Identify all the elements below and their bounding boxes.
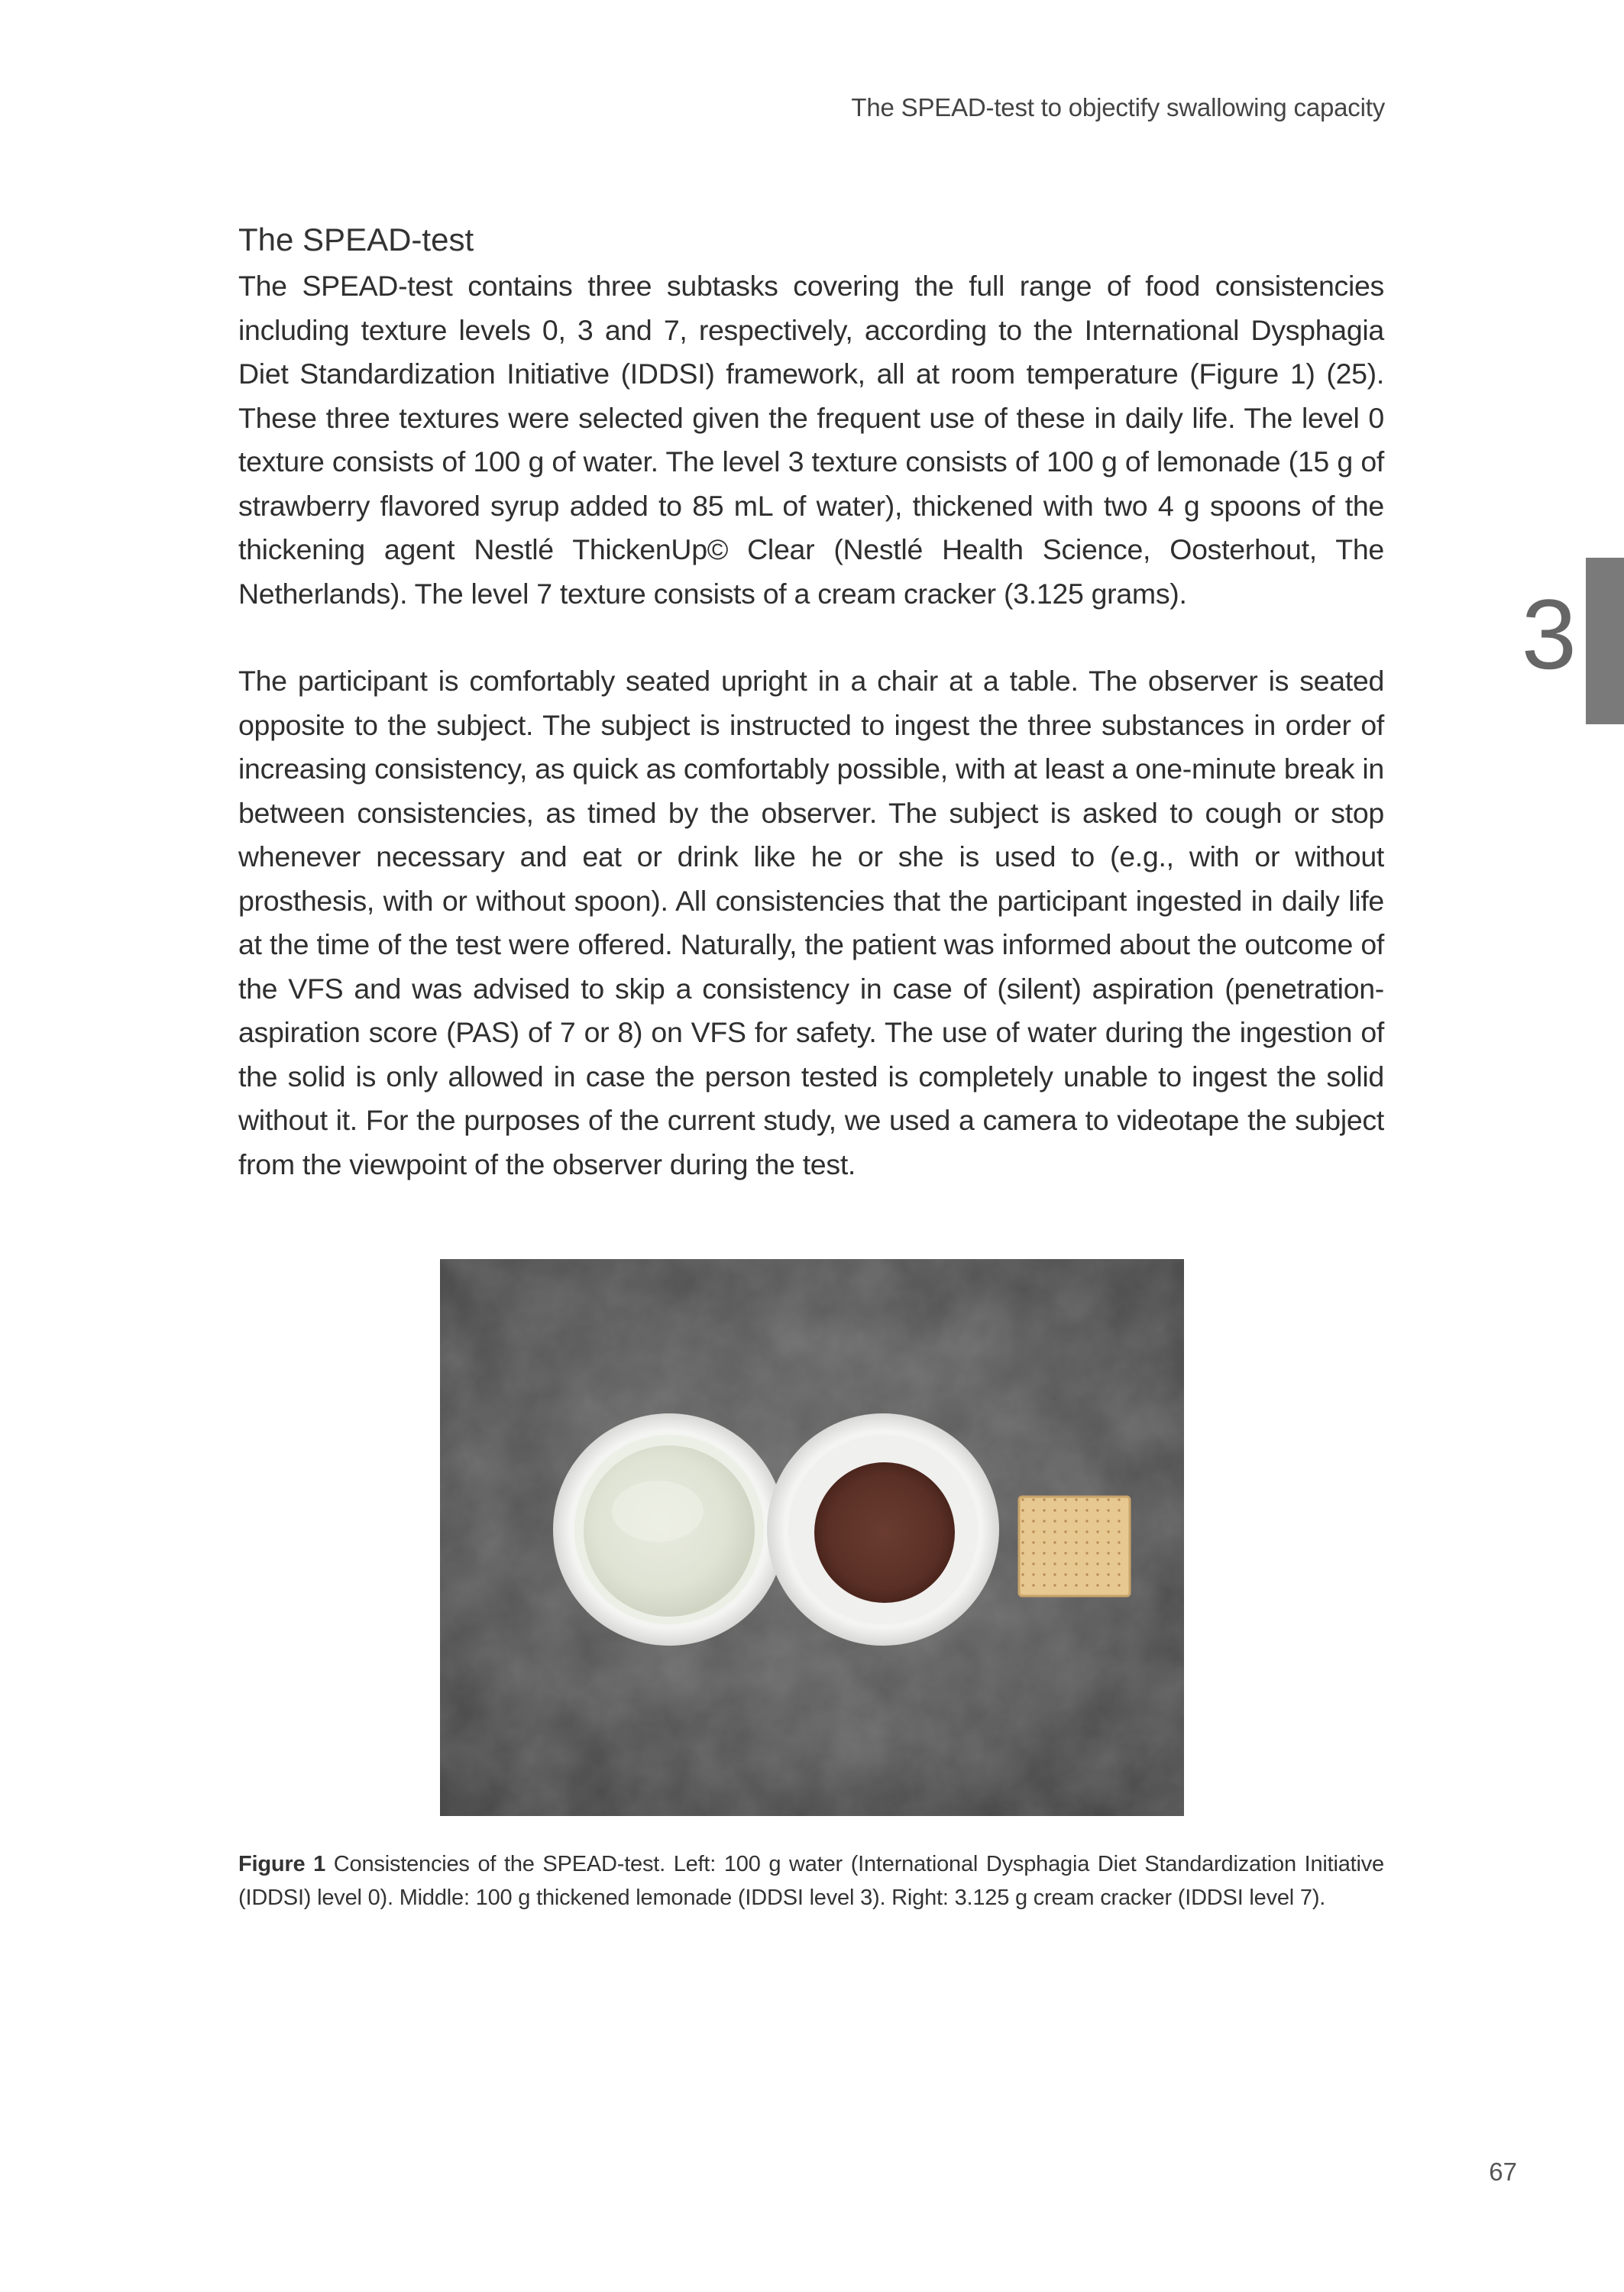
paragraph-1: The SPEAD-test contains three subtasks covering the full range of food consistencies including texture levels 0, 3 and 7, respectively, according to the International Dysphagia Diet Standardization Initiative (IDDSI) framework, all at room temperature (Figure 1) (25). These three textures were selected given the frequent use of these in daily life. The level 0 texture consists of 100 g of water. The level 3 texture consists of 100 g of lemonade (15 g of strawberry flavored syrup added to 85 mL of water), thickened with two 4 g spoons of the thickening agent Nestlé ThickenUp© Clear (Nestlé Health Science, Oosterhout, The Netherlands). The level 7 texture consists of a cream cracker (3.125 grams). xyxy=(238,270,1384,610)
figure-caption-text: Consistencies of the SPEAD-test. Left: 100 g water (International Dysphagia Diet Standardization Initiative (IDDSI) level 0). Middle: 100 g thickened lemonade (IDDSI level 3). Right: 3.125 g cream cracker (IDDSI level 7). xyxy=(238,1852,1384,1910)
figure-label: Figure 1 xyxy=(238,1852,326,1876)
running-header: The SPEAD-test to objectify swallowing capacity xyxy=(851,93,1385,121)
figure-caption xyxy=(238,1847,1384,1915)
section-heading: The SPEAD-test xyxy=(238,222,474,257)
paragraph-gap xyxy=(238,616,1384,659)
page-number: 67 xyxy=(1489,2158,1517,2186)
figure-photo xyxy=(440,1259,1184,1816)
chapter-tab xyxy=(1586,558,1624,724)
main-content xyxy=(238,219,1384,1186)
paragraph-2: The participant is comfortably seated upright in a chair at a table. The observer is seated opposite to the subject. The subject is instructed to ingest the three substances in order of increasing consistency, as quick as comfortably possible, with at least a one-minute break in between consistencies, as timed by the observer. The subject is asked to cough or stop whenever necessary and eat or drink like he or she is used to (e.g., with or without prosthesis, with or without spoon). All consistencies that the participant ingested in daily life at the time of the test were offered. Naturally, the patient was informed about the outcome of the VFS and was advised to skip a consistency in case of (silent) aspiration (penetration-aspiration score (PAS) of 7 or 8) on VFS for safety. The use of water during the ingestion of the solid is only allowed in case the person tested is completely unable to ingest the solid without it. For the purposes of the current study, we used a camera to videotape the subject from the viewpoint of the observer during the test. xyxy=(238,665,1384,1180)
chapter-number: 3 xyxy=(1521,578,1577,690)
